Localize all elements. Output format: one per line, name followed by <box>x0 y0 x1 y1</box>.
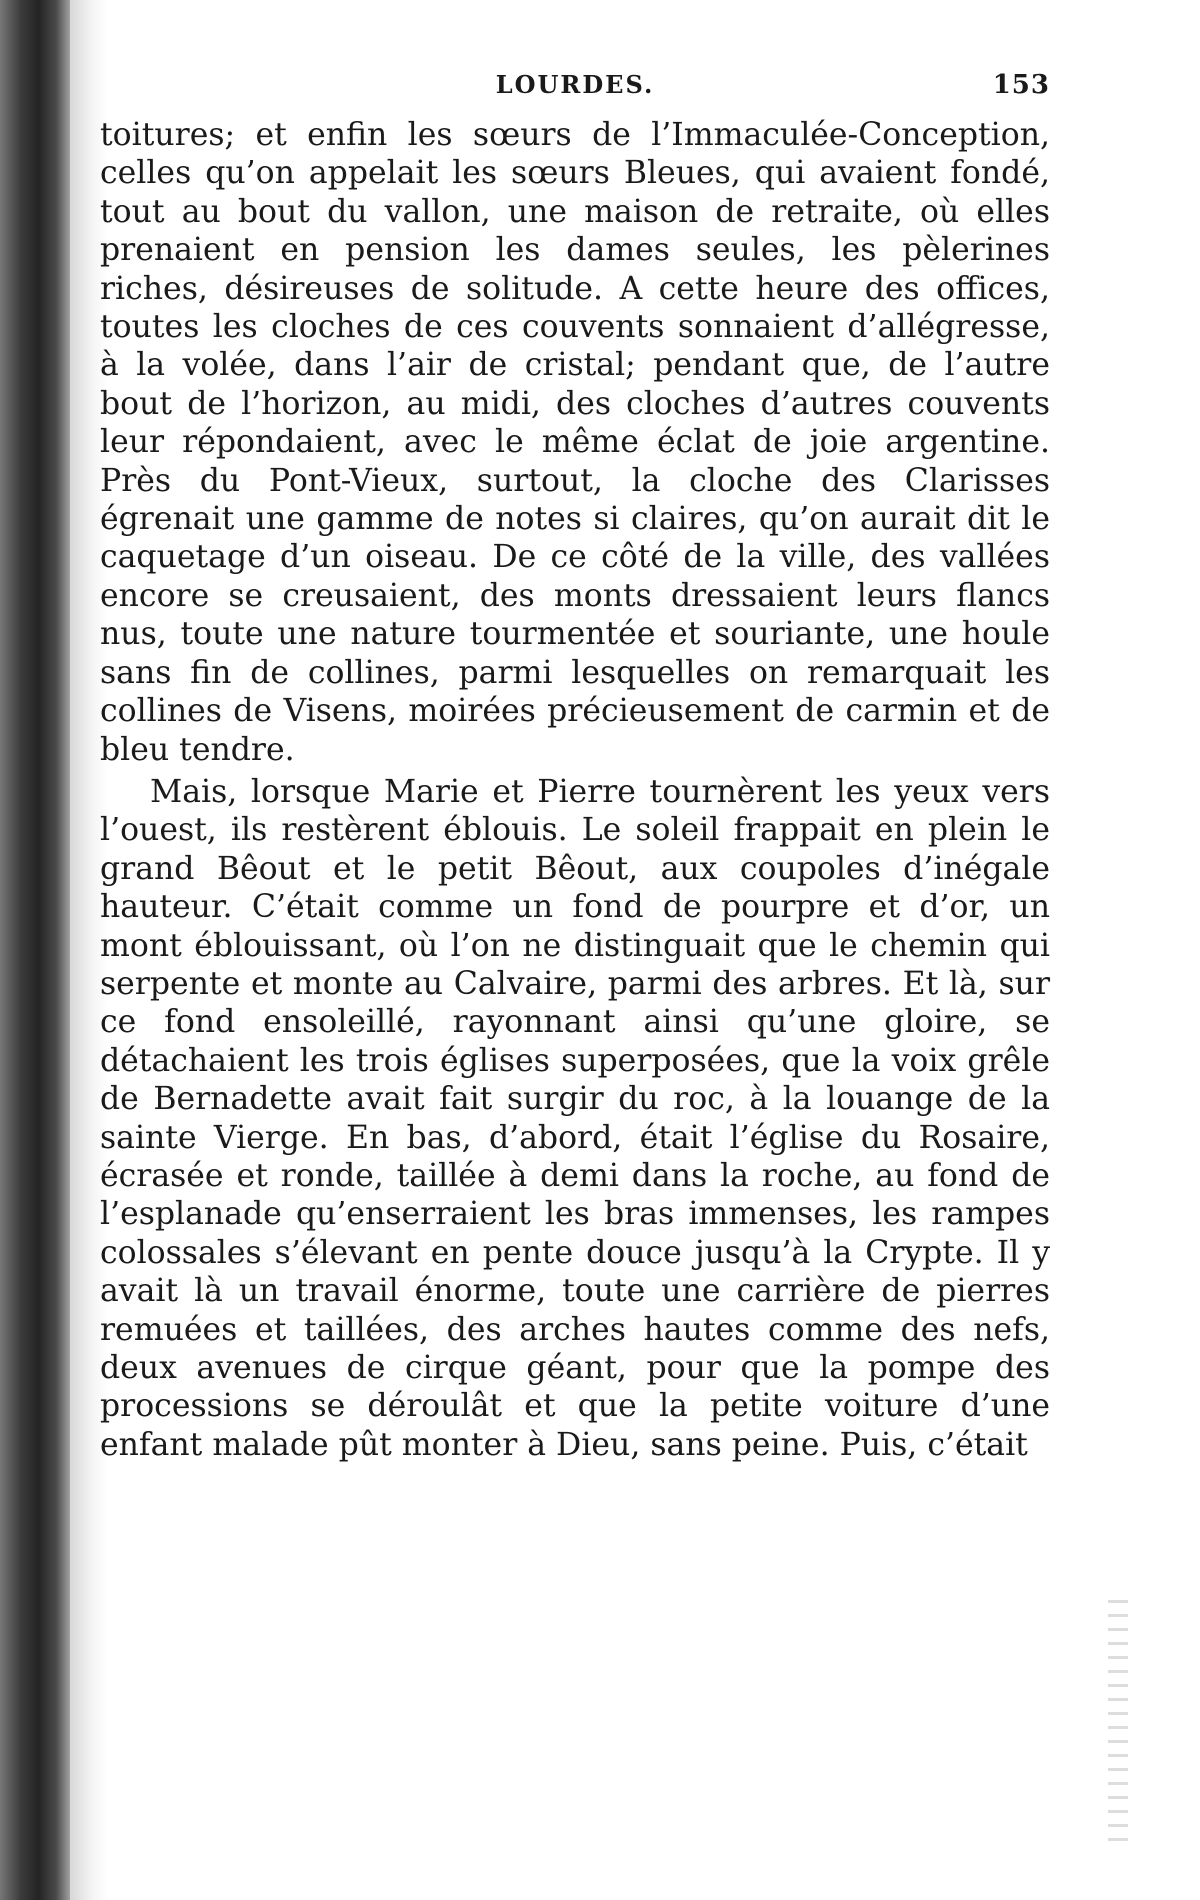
page-header <box>100 70 1050 110</box>
page-number: 153 <box>992 70 1050 100</box>
book-page <box>100 70 1050 1770</box>
running-head: LOURDES. <box>495 70 655 99</box>
book-binding-shadow <box>0 0 70 1900</box>
body-text <box>100 116 1050 1464</box>
margin-scan-artifact <box>1108 1600 1128 1850</box>
paragraph-continuation: toitures; et enfin les sœurs de l’Immaculée-Conception, celles qu’on appelait les sœurs Bleues, qui avaient fondé, tout au bout du vallon, une maison de retraite, où elles prenaient en pension les dames seules, les pèlerines riches, désireuses de solitude. A cette heure des offices, toutes les cloches de ces couvents sonnaient d’allégresse, à la volée, dans l’air de cristal; pendant que, de l’autre bout de l’horizon, au midi, des cloches d’autres couvents leur répondaient, avec le même éclat de joie argentine. Près du Pont-Vieux, surtout, la cloche des Clarisses égrenait une gamme de notes si claires, qu’on aurait dit le caquetage d’un oiseau. De ce côté de la ville, des vallées encore se creusaient, des monts dressaient leurs flancs nus, toute une nature tourmentée et souriante, une houle sans fin de collines, parmi lesquelles on remarquait les collines de Visens, moirées précieusement de carmin et de bleu tendre. <box>100 117 1050 768</box>
paragraph: Mais, lorsque Marie et Pierre tournèrent les yeux vers l’ouest, ils restèrent éblouis. Le soleil frappait en plein le grand Bêout et le petit Bêout, aux coupoles d’inégale hauteur. C’était comme un fond de pourpre et d’or, un mont éblouissant, où l’on ne distinguait que le chemin qui serpente et monte au Calvaire, parmi des arbres. Et là, sur ce fond ensoleillé, rayonnant ainsi qu’une gloire, se détachaient les trois églises superposées, que la voix grêle de Bernadette avait fait surgir du roc, à la louange de la sainte Vierge. En bas, d’abord, était l’église du Rosaire, écrasée et ronde, taillée à demi dans la roche, au fond de l’esplanade qu’enserraient les bras immenses, les rampes colossales s’élevant en pente douce jusqu’à la Crypte. Il y avait là un travail énorme, toute une carrière de pierres remuées et taillées, des arches hautes comme des nefs, deux avenues de cirque géant, pour que la pompe des processions se déroulât et que la petite voiture d’une enfant malade pût monter à Dieu, sans peine. Puis, c’était <box>100 773 1050 1463</box>
